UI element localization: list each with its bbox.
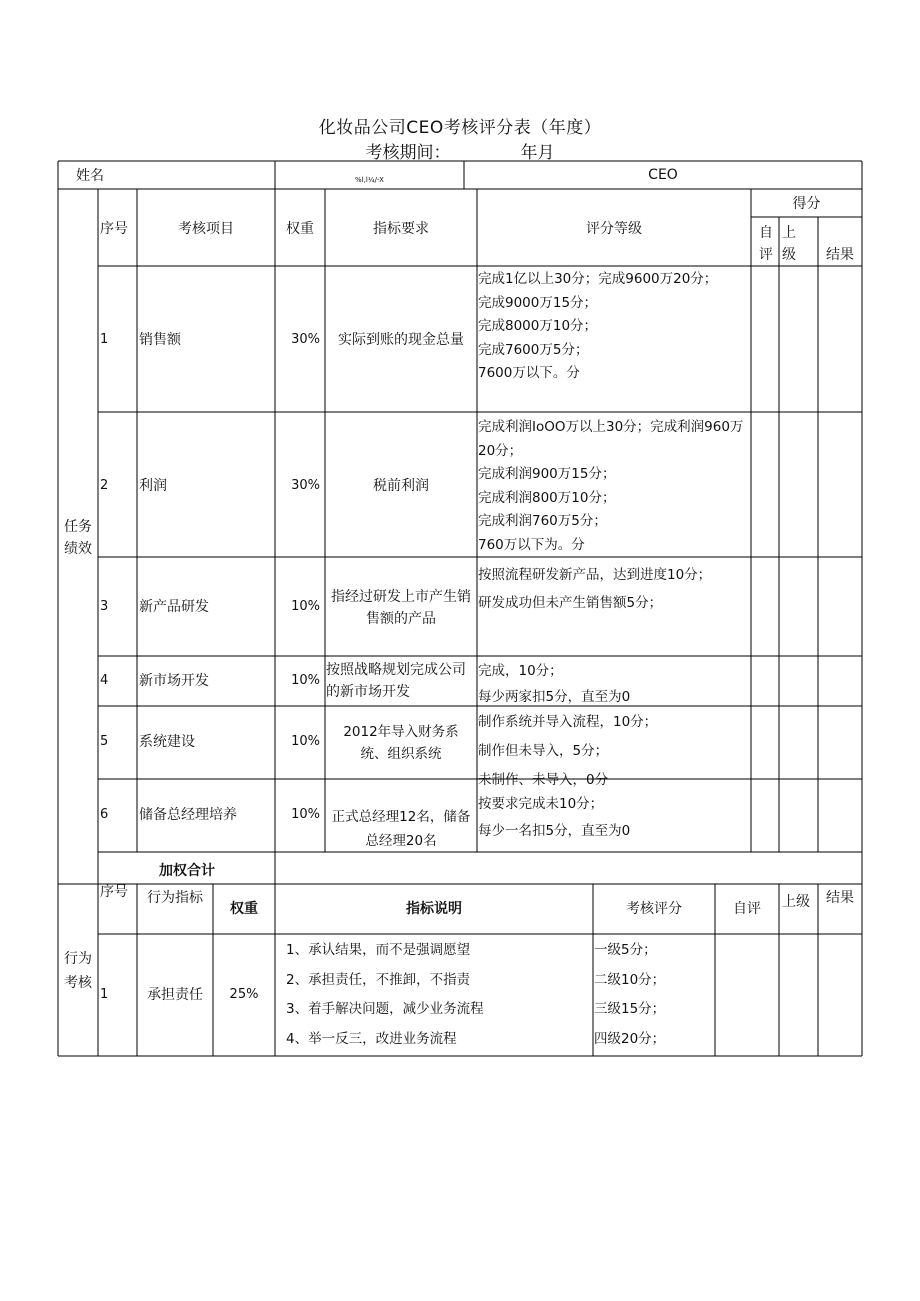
task-row-4-seq: 4 bbox=[100, 673, 109, 688]
grading-line: 完成利润IoOO万以上30分；完成利润960万20分； bbox=[478, 419, 744, 459]
beh-row-1-ratings bbox=[594, 936, 714, 1054]
description-line: 4、举一反三，改进业务流程 bbox=[286, 1030, 457, 1047]
grading-line: 按要求完成未10分； bbox=[478, 796, 604, 812]
beh-col-rating: 考核评分 bbox=[626, 901, 682, 917]
task-row-1-requirement: 实际到账的现金总量 bbox=[338, 332, 464, 348]
grading-line: 完成9000万15分； bbox=[478, 294, 598, 311]
description-line: 2、承担责任，不推卸，不指责 bbox=[286, 971, 471, 988]
grading-line: 每少两家扣5分，直至为0 bbox=[478, 689, 631, 705]
rating-line: 二级10分； bbox=[594, 971, 666, 988]
description-line: 3、着手解决问题，减少业务流程 bbox=[286, 1001, 484, 1017]
grading-line: 按照流程研发新产品，达到进度10分； bbox=[478, 567, 712, 583]
task-row-3-requirement: 指经过研发上市产生销售额的产品 bbox=[331, 589, 471, 627]
task-row-5-item: 系统建设 bbox=[139, 734, 195, 750]
beh-col-seq: 序号 bbox=[100, 884, 128, 900]
task-row-1-seq: 1 bbox=[100, 332, 109, 347]
task-row-2-seq: 2 bbox=[100, 478, 109, 493]
task-row-2-weight: 30% bbox=[291, 478, 320, 493]
task-row-4-requirement: 按照战略规划完成公司的新市场开发 bbox=[326, 662, 466, 700]
task-row-4-grading bbox=[478, 658, 750, 705]
beh-col-superior: 上级 bbox=[782, 894, 810, 910]
task-row-2-item: 利润 bbox=[139, 478, 167, 494]
grading-line: 完成7600万5分； bbox=[478, 341, 589, 358]
col-weight: 权重 bbox=[286, 221, 314, 237]
beh-row-1-indicator: 承担责任 bbox=[147, 987, 203, 1003]
col-seq: 序号 bbox=[100, 221, 128, 237]
task-row-1-grading bbox=[478, 268, 750, 411]
col-score: 得分 bbox=[792, 196, 821, 212]
grading-line: 制作系统并导入流程，10分； bbox=[478, 714, 658, 730]
beh-col-result: 结果 bbox=[826, 890, 854, 906]
task-section-label: 任务绩效 bbox=[64, 519, 92, 557]
grading-line: 完成8000万10分； bbox=[478, 318, 598, 334]
grading-line: 完成利润800万10分； bbox=[478, 489, 616, 506]
grading-line: 完成利润900万15分； bbox=[478, 466, 616, 482]
task-row-2-grading bbox=[478, 416, 750, 557]
task-row-6-item: 储备总经理培养 bbox=[139, 807, 237, 823]
beh-row-1-descriptions bbox=[286, 936, 591, 1054]
col-grading: 评分等级 bbox=[586, 221, 642, 237]
grading-line: 制作但未导入，5分； bbox=[478, 743, 609, 759]
task-row-5-seq: 5 bbox=[100, 734, 109, 749]
weighted-total-label: 加权合计 bbox=[159, 863, 215, 879]
task-row-1-weight: 30% bbox=[291, 332, 320, 347]
behavior-section-label: 行为考核 bbox=[64, 951, 92, 991]
col-result: 结果 bbox=[826, 247, 854, 263]
grading-line: 研发成功但未产生销售额5分； bbox=[478, 595, 663, 611]
task-row-5-weight: 10% bbox=[291, 734, 320, 749]
col-requirement: 指标要求 bbox=[373, 221, 429, 237]
task-row-5-requirement: 2012年导入财务系统、组织系统 bbox=[343, 724, 459, 762]
task-row-3-weight: 10% bbox=[291, 599, 320, 614]
beh-col-description: 指标说明 bbox=[406, 901, 462, 917]
task-row-1-item: 销售额 bbox=[139, 332, 181, 348]
grading-line: 7600万以下。分 bbox=[478, 365, 580, 381]
description-line: 1、承认结果，而不是强调愿望 bbox=[286, 942, 471, 958]
grading-line: 完成利润760万5分； bbox=[478, 513, 607, 529]
col-item: 考核项目 bbox=[178, 221, 234, 237]
beh-col-indicator: 行为指标 bbox=[147, 890, 203, 906]
grading-line: 完成，10分； bbox=[478, 663, 563, 679]
task-row-3-grading bbox=[478, 561, 750, 655]
col-superior: 上级 bbox=[782, 225, 796, 263]
task-row-2-requirement: 税前利润 bbox=[373, 478, 429, 494]
task-row-3-item: 新产品研发 bbox=[139, 599, 209, 615]
grading-line: 未制作、未导入，0分 bbox=[478, 772, 609, 788]
grading-line: 760万以下为。分 bbox=[478, 536, 585, 553]
task-row-4-weight: 10% bbox=[291, 673, 320, 688]
period-suffix: 年月 bbox=[520, 143, 555, 163]
task-row-6-grading bbox=[478, 791, 750, 851]
rating-line: 四级20分； bbox=[594, 1030, 666, 1047]
task-row-6-weight: 10% bbox=[291, 807, 320, 822]
rating-line: 一级5分； bbox=[594, 942, 657, 958]
grading-line: 完成1亿以上30分；完成9600万20分； bbox=[478, 271, 718, 287]
beh-col-weight: 权重 bbox=[230, 901, 258, 917]
beh-col-self: 自评 bbox=[733, 901, 761, 917]
rating-line: 三级15分； bbox=[594, 1001, 666, 1017]
task-row-6-requirement: 正式总经理12名，储备总经理20名 bbox=[331, 809, 471, 849]
task-row-3-seq: 3 bbox=[100, 599, 109, 614]
task-row-4-item: 新市场开发 bbox=[139, 673, 209, 689]
beh-row-1-weight: 25% bbox=[229, 987, 259, 1002]
name-value: %l,l¼/-X bbox=[355, 176, 384, 184]
col-self: 自评 bbox=[759, 225, 773, 263]
document-title: 化妆品公司CEO考核评分表（年度） bbox=[318, 118, 602, 138]
grading-line: 每少一名扣5分，直至为0 bbox=[478, 823, 631, 839]
position-value: CEO bbox=[648, 167, 678, 183]
period-label: 考核期间： bbox=[365, 143, 451, 163]
task-row-5-grading bbox=[478, 708, 750, 788]
task-row-6-seq: 6 bbox=[100, 807, 109, 822]
name-label: 姓名 bbox=[76, 168, 104, 184]
beh-row-1-seq: 1 bbox=[100, 987, 109, 1002]
